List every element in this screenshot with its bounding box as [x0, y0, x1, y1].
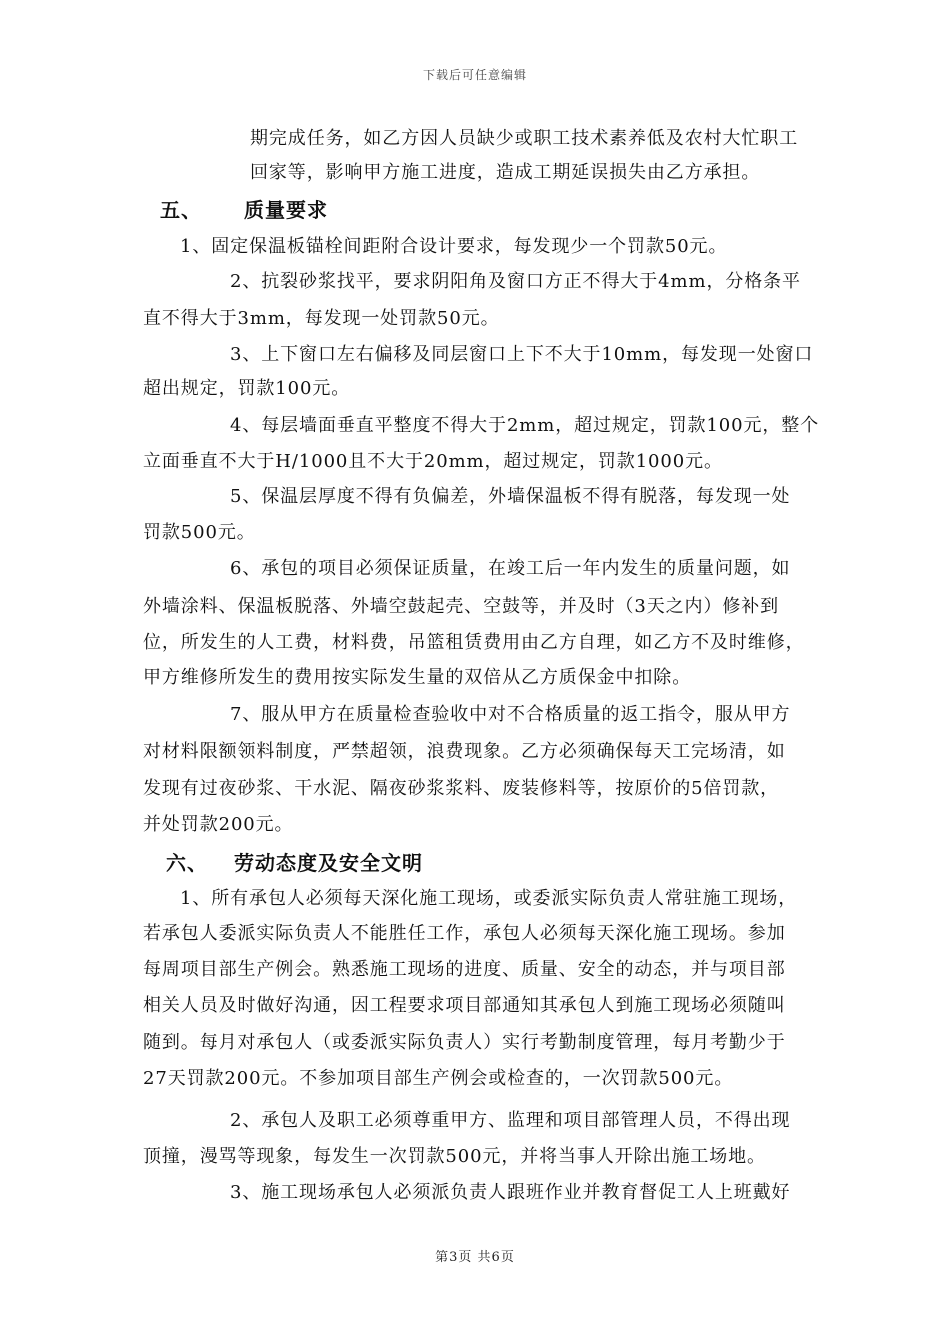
paragraph-line: 2、承包人及职工必须尊重甲方、监理和项目部管理人员，不得出现 — [230, 1110, 791, 1131]
paragraph-line: 直不得大于3mm，每发现一处罚款50元。 — [143, 308, 500, 329]
paragraph-line: 相关人员及时做好沟通，因工程要求项目部通知其承包人到施工现场必须随叫 — [143, 995, 786, 1016]
page-header-note: 下载后可任意编辑 — [422, 68, 527, 82]
section-number: 五、 — [160, 198, 202, 222]
paragraph-line: 4、每层墙面垂直平整度不得大于2mm，超过规定，罚款100元，整个 — [230, 415, 820, 436]
paragraph-line: 6、承包的项目必须保证质量，在竣工后一年内发生的质量问题，如 — [230, 558, 791, 579]
section-number: 六、 — [166, 851, 208, 875]
page-footer-number: 第3页 共6页 — [435, 1250, 515, 1265]
paragraph-line: 7、服从甲方在质量检查验收中对不合格质量的返工指令，服从甲方 — [230, 704, 791, 725]
paragraph-line: 回家等，影响甲方施工进度，造成工期延误损失由乙方承担。 — [250, 162, 761, 183]
paragraph-line: 位，所发生的人工费，材料费，吊篮租赁费用由乙方自理，如乙方不及时维修， — [143, 632, 805, 653]
paragraph-line: 发现有过夜砂浆、干水泥、隔夜砂浆浆料、废装修料等，按原价的5倍罚款， — [143, 778, 780, 799]
section-heading-quality — [160, 197, 328, 223]
paragraph-line: 随到。每月对承包人（或委派实际负责人）实行考勤制度管理，每月考勤少于 — [143, 1032, 786, 1053]
paragraph-line: 3、上下窗口左右偏移及同层窗口上下不大于10mm，每发现一处窗口 — [230, 344, 814, 365]
paragraph-line: 期完成任务，如乙方因人员缺少或职工技术素养低及农村大忙职工 — [250, 128, 799, 149]
paragraph-line: 顶撞，漫骂等现象，每发生一次罚款500元，并将当事人开除出施工场地。 — [143, 1146, 766, 1167]
paragraph-line: 1、所有承包人必须每天深化施工现场，或委派实际负责人常驻施工现场， — [180, 888, 798, 909]
paragraph-line: 每周项目部生产例会。熟悉施工现场的进度、质量、安全的动态，并与项目部 — [143, 959, 786, 980]
paragraph-line: 27天罚款200元。不参加项目部生产例会或检查的，一次罚款500元。 — [143, 1068, 734, 1089]
section-title: 质量要求 — [243, 198, 328, 222]
paragraph-line: 若承包人委派实际负责人不能胜任工作，承包人必须每天深化施工现场。参加 — [143, 923, 786, 944]
paragraph-line: 甲方维修所发生的费用按实际发生量的双倍从乙方质保金中扣除。 — [143, 667, 692, 688]
paragraph-line: 5、保温层厚度不得有负偏差，外墙保温板不得有脱落，每发现一处 — [230, 486, 791, 507]
paragraph-line: 1、固定保温板锚栓间距附合设计要求，每发现少一个罚款50元。 — [180, 236, 728, 257]
paragraph-line: 并处罚款200元。 — [143, 814, 294, 835]
paragraph-line: 对材料限额领料制度，严禁超领，浪费现象。乙方必须确保每天工完场清，如 — [143, 741, 786, 762]
paragraph-line: 3、施工现场承包人必须派负责人跟班作业并教育督促工人上班戴好 — [230, 1182, 791, 1203]
paragraph-line: 罚款500元。 — [143, 522, 256, 543]
paragraph-line: 外墙涂料、保温板脱落、外墙空鼓起壳、空鼓等，并及时（3天之内）修补到 — [143, 596, 780, 617]
section-heading-labor — [166, 850, 423, 876]
paragraph-line: 立面垂直不大于H/1000且不大于20mm，超过规定，罚款1000元。 — [143, 451, 723, 472]
section-title: 劳动态度及安全文明 — [233, 851, 423, 875]
paragraph-line: 2、抗裂砂浆找平，要求阴阳角及窗口方正不得大于4mm，分格条平 — [230, 271, 801, 292]
paragraph-line: 超出规定，罚款100元。 — [143, 378, 351, 399]
